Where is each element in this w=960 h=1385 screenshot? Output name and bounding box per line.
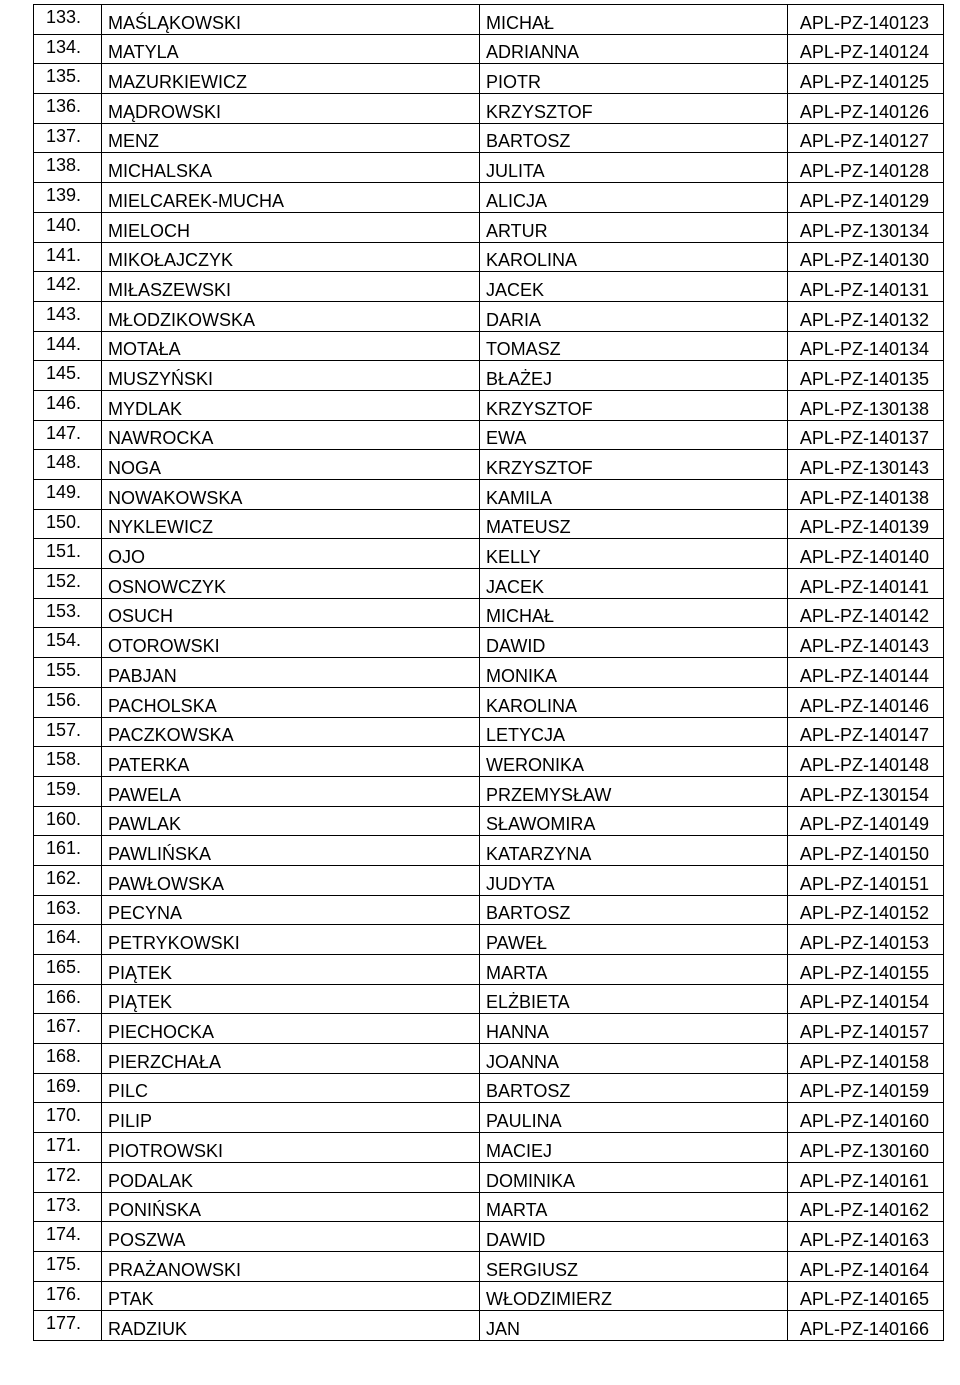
row-number: 171.: [34, 1133, 102, 1163]
first-name-cell: WERONIKA: [480, 747, 788, 777]
table-row: [34, 272, 944, 302]
first-name-cell: MICHAŁ: [480, 598, 788, 628]
row-number: 149.: [34, 480, 102, 510]
table-row: [34, 94, 944, 124]
table-row: [34, 925, 944, 955]
last-name-cell: NOWAKOWSKA: [102, 480, 480, 510]
row-number: 157.: [34, 717, 102, 747]
last-name-cell: PETRYKOWSKI: [102, 925, 480, 955]
row-number: 150.: [34, 509, 102, 539]
last-name-cell: PODALAK: [102, 1162, 480, 1192]
row-number: 172.: [34, 1162, 102, 1192]
last-name-cell: PACHOLSKA: [102, 687, 480, 717]
first-name-cell: WŁODZIMIERZ: [480, 1281, 788, 1311]
application-code-cell: APL-PZ-140128: [788, 153, 944, 183]
application-code-cell: APL-PZ-140138: [788, 480, 944, 510]
table-row: [34, 569, 944, 599]
row-number: 160.: [34, 806, 102, 836]
table-row: [34, 64, 944, 94]
application-code-cell: APL-PZ-130138: [788, 390, 944, 420]
last-name-cell: MŁODZIKOWSKA: [102, 301, 480, 331]
last-name-cell: MOTAŁA: [102, 331, 480, 361]
application-code-cell: APL-PZ-140134: [788, 331, 944, 361]
last-name-cell: PIĄTEK: [102, 955, 480, 985]
table-row: [34, 5, 944, 35]
last-name-cell: PACZKOWSKA: [102, 717, 480, 747]
application-code-cell: APL-PZ-140129: [788, 183, 944, 213]
table-row: [34, 1044, 944, 1074]
table-row: [34, 331, 944, 361]
table-row: [34, 598, 944, 628]
application-code-cell: APL-PZ-140163: [788, 1222, 944, 1252]
last-name-cell: MYDLAK: [102, 390, 480, 420]
row-number: 147.: [34, 420, 102, 450]
first-name-cell: MARTA: [480, 955, 788, 985]
row-number: 137.: [34, 123, 102, 153]
application-code-cell: APL-PZ-140130: [788, 242, 944, 272]
first-name-cell: BARTOSZ: [480, 895, 788, 925]
last-name-cell: OJO: [102, 539, 480, 569]
application-code-cell: APL-PZ-140154: [788, 984, 944, 1014]
application-code-cell: APL-PZ-140162: [788, 1192, 944, 1222]
row-number: 176.: [34, 1281, 102, 1311]
table-row: [34, 450, 944, 480]
application-code-cell: APL-PZ-140151: [788, 865, 944, 895]
application-code-cell: APL-PZ-140160: [788, 1103, 944, 1133]
first-name-cell: BŁAŻEJ: [480, 361, 788, 391]
row-number: 173.: [34, 1192, 102, 1222]
table-row: [34, 1133, 944, 1163]
table-row: [34, 1103, 944, 1133]
first-name-cell: MATEUSZ: [480, 509, 788, 539]
application-code-cell: APL-PZ-140158: [788, 1044, 944, 1074]
application-code-cell: APL-PZ-130143: [788, 450, 944, 480]
application-code-cell: APL-PZ-140146: [788, 687, 944, 717]
last-name-cell: PAWŁOWSKA: [102, 865, 480, 895]
table-row: [34, 34, 944, 64]
row-number: 146.: [34, 390, 102, 420]
first-name-cell: ALICJA: [480, 183, 788, 213]
list-table: [33, 4, 944, 1341]
row-number: 143.: [34, 301, 102, 331]
row-number: 153.: [34, 598, 102, 628]
table-row: [34, 1311, 944, 1341]
first-name-cell: JACEK: [480, 569, 788, 599]
first-name-cell: ELŻBIETA: [480, 984, 788, 1014]
first-name-cell: KAMILA: [480, 480, 788, 510]
first-name-cell: DAWID: [480, 628, 788, 658]
first-name-cell: TOMASZ: [480, 331, 788, 361]
first-name-cell: SŁAWOMIRA: [480, 806, 788, 836]
last-name-cell: PIECHOCKA: [102, 1014, 480, 1044]
table-row: [34, 1073, 944, 1103]
first-name-cell: EWA: [480, 420, 788, 450]
row-number: 164.: [34, 925, 102, 955]
first-name-cell: LETYCJA: [480, 717, 788, 747]
row-number: 152.: [34, 569, 102, 599]
application-code-cell: APL-PZ-140148: [788, 747, 944, 777]
row-number: 168.: [34, 1044, 102, 1074]
first-name-cell: JACEK: [480, 272, 788, 302]
last-name-cell: PAWELA: [102, 776, 480, 806]
application-code-cell: APL-PZ-140135: [788, 361, 944, 391]
last-name-cell: MAŚLĄKOWSKI: [102, 5, 480, 35]
row-number: 162.: [34, 865, 102, 895]
table-row: [34, 717, 944, 747]
application-code-cell: APL-PZ-140166: [788, 1311, 944, 1341]
application-code-cell: APL-PZ-140124: [788, 34, 944, 64]
application-code-cell: APL-PZ-140131: [788, 272, 944, 302]
row-number: 170.: [34, 1103, 102, 1133]
application-code-cell: APL-PZ-140123: [788, 5, 944, 35]
last-name-cell: OSNOWCZYK: [102, 569, 480, 599]
row-number: 155.: [34, 658, 102, 688]
row-number: 139.: [34, 183, 102, 213]
table-row: [34, 183, 944, 213]
row-number: 167.: [34, 1014, 102, 1044]
application-code-cell: APL-PZ-140142: [788, 598, 944, 628]
application-code-cell: APL-PZ-130154: [788, 776, 944, 806]
first-name-cell: DARIA: [480, 301, 788, 331]
last-name-cell: MENZ: [102, 123, 480, 153]
application-code-cell: APL-PZ-140144: [788, 658, 944, 688]
application-code-cell: APL-PZ-140150: [788, 836, 944, 866]
table-row: [34, 984, 944, 1014]
table-row: [34, 153, 944, 183]
application-code-cell: APL-PZ-140161: [788, 1162, 944, 1192]
last-name-cell: PAWLAK: [102, 806, 480, 836]
last-name-cell: NYKLEWICZ: [102, 509, 480, 539]
table-row: [34, 1192, 944, 1222]
table-row: [34, 776, 944, 806]
table-row: [34, 123, 944, 153]
row-number: 135.: [34, 64, 102, 94]
table-row: [34, 687, 944, 717]
application-code-cell: APL-PZ-130134: [788, 212, 944, 242]
row-number: 159.: [34, 776, 102, 806]
first-name-cell: KRZYSZTOF: [480, 450, 788, 480]
application-code-cell: APL-PZ-140153: [788, 925, 944, 955]
application-code-cell: APL-PZ-140157: [788, 1014, 944, 1044]
table-row: [34, 1162, 944, 1192]
last-name-cell: MĄDROWSKI: [102, 94, 480, 124]
first-name-cell: KRZYSZTOF: [480, 390, 788, 420]
last-name-cell: MAZURKIEWICZ: [102, 64, 480, 94]
first-name-cell: MARTA: [480, 1192, 788, 1222]
table-row: [34, 242, 944, 272]
last-name-cell: PIERZCHAŁA: [102, 1044, 480, 1074]
row-number: 136.: [34, 94, 102, 124]
table-row: [34, 390, 944, 420]
row-number: 177.: [34, 1311, 102, 1341]
first-name-cell: PIOTR: [480, 64, 788, 94]
table-row: [34, 1222, 944, 1252]
first-name-cell: KELLY: [480, 539, 788, 569]
row-number: 166.: [34, 984, 102, 1014]
application-code-cell: APL-PZ-140137: [788, 420, 944, 450]
table-row: [34, 895, 944, 925]
last-name-cell: OTOROWSKI: [102, 628, 480, 658]
table-row: [34, 806, 944, 836]
first-name-cell: MACIEJ: [480, 1133, 788, 1163]
application-code-cell: APL-PZ-140126: [788, 94, 944, 124]
application-code-cell: APL-PZ-140139: [788, 509, 944, 539]
first-name-cell: BARTOSZ: [480, 1073, 788, 1103]
table-row: [34, 539, 944, 569]
last-name-cell: PTAK: [102, 1281, 480, 1311]
application-code-cell: APL-PZ-140164: [788, 1251, 944, 1281]
first-name-cell: BARTOSZ: [480, 123, 788, 153]
row-number: 138.: [34, 153, 102, 183]
first-name-cell: KAROLINA: [480, 687, 788, 717]
table-row: [34, 628, 944, 658]
first-name-cell: DAWID: [480, 1222, 788, 1252]
first-name-cell: JAN: [480, 1311, 788, 1341]
last-name-cell: PATERKA: [102, 747, 480, 777]
last-name-cell: NAWROCKA: [102, 420, 480, 450]
first-name-cell: PAULINA: [480, 1103, 788, 1133]
row-number: 156.: [34, 687, 102, 717]
application-code-cell: APL-PZ-140159: [788, 1073, 944, 1103]
application-code-cell: APL-PZ-140143: [788, 628, 944, 658]
table-row: [34, 865, 944, 895]
first-name-cell: MICHAŁ: [480, 5, 788, 35]
last-name-cell: OSUCH: [102, 598, 480, 628]
first-name-cell: KAROLINA: [480, 242, 788, 272]
row-number: 158.: [34, 747, 102, 777]
first-name-cell: ARTUR: [480, 212, 788, 242]
last-name-cell: PRAŻANOWSKI: [102, 1251, 480, 1281]
table-row: [34, 747, 944, 777]
row-number: 144.: [34, 331, 102, 361]
list-body: [34, 5, 944, 1341]
table-row: [34, 480, 944, 510]
last-name-cell: PIĄTEK: [102, 984, 480, 1014]
row-number: 163.: [34, 895, 102, 925]
first-name-cell: KATARZYNA: [480, 836, 788, 866]
last-name-cell: MIŁASZEWSKI: [102, 272, 480, 302]
row-number: 169.: [34, 1073, 102, 1103]
last-name-cell: MICHALSKA: [102, 153, 480, 183]
row-number: 141.: [34, 242, 102, 272]
application-code-cell: APL-PZ-140165: [788, 1281, 944, 1311]
application-code-cell: APL-PZ-130160: [788, 1133, 944, 1163]
table-row: [34, 301, 944, 331]
row-number: 133.: [34, 5, 102, 35]
first-name-cell: KRZYSZTOF: [480, 94, 788, 124]
application-code-cell: APL-PZ-140147: [788, 717, 944, 747]
table-row: [34, 361, 944, 391]
application-code-cell: APL-PZ-140140: [788, 539, 944, 569]
last-name-cell: PABJAN: [102, 658, 480, 688]
first-name-cell: PAWEŁ: [480, 925, 788, 955]
last-name-cell: NOGA: [102, 450, 480, 480]
row-number: 134.: [34, 34, 102, 64]
table-row: [34, 1251, 944, 1281]
table-row: [34, 1281, 944, 1311]
last-name-cell: PAWLIŃSKA: [102, 836, 480, 866]
row-number: 140.: [34, 212, 102, 242]
row-number: 174.: [34, 1222, 102, 1252]
last-name-cell: MUSZYŃSKI: [102, 361, 480, 391]
application-code-cell: APL-PZ-140125: [788, 64, 944, 94]
last-name-cell: MIELCAREK-MUCHA: [102, 183, 480, 213]
first-name-cell: JOANNA: [480, 1044, 788, 1074]
application-code-cell: APL-PZ-140149: [788, 806, 944, 836]
application-code-cell: APL-PZ-140132: [788, 301, 944, 331]
row-number: 151.: [34, 539, 102, 569]
first-name-cell: HANNA: [480, 1014, 788, 1044]
last-name-cell: MATYLA: [102, 34, 480, 64]
application-code-cell: APL-PZ-140155: [788, 955, 944, 985]
row-number: 154.: [34, 628, 102, 658]
application-code-cell: APL-PZ-140127: [788, 123, 944, 153]
last-name-cell: PILIP: [102, 1103, 480, 1133]
first-name-cell: JULITA: [480, 153, 788, 183]
application-code-cell: APL-PZ-140152: [788, 895, 944, 925]
table-row: [34, 509, 944, 539]
last-name-cell: PILC: [102, 1073, 480, 1103]
application-code-cell: APL-PZ-140141: [788, 569, 944, 599]
last-name-cell: MIELOCH: [102, 212, 480, 242]
table-row: [34, 955, 944, 985]
table-row: [34, 212, 944, 242]
row-number: 175.: [34, 1251, 102, 1281]
last-name-cell: RADZIUK: [102, 1311, 480, 1341]
first-name-cell: DOMINIKA: [480, 1162, 788, 1192]
last-name-cell: PECYNA: [102, 895, 480, 925]
first-name-cell: JUDYTA: [480, 865, 788, 895]
row-number: 165.: [34, 955, 102, 985]
row-number: 145.: [34, 361, 102, 391]
table-row: [34, 420, 944, 450]
table-row: [34, 658, 944, 688]
table-row: [34, 836, 944, 866]
last-name-cell: POSZWA: [102, 1222, 480, 1252]
last-name-cell: PIOTROWSKI: [102, 1133, 480, 1163]
table-row: [34, 1014, 944, 1044]
first-name-cell: PRZEMYSŁAW: [480, 776, 788, 806]
first-name-cell: ADRIANNA: [480, 34, 788, 64]
row-number: 148.: [34, 450, 102, 480]
row-number: 142.: [34, 272, 102, 302]
first-name-cell: MONIKA: [480, 658, 788, 688]
last-name-cell: MIKOŁAJCZYK: [102, 242, 480, 272]
row-number: 161.: [34, 836, 102, 866]
last-name-cell: PONIŃSKA: [102, 1192, 480, 1222]
first-name-cell: SERGIUSZ: [480, 1251, 788, 1281]
